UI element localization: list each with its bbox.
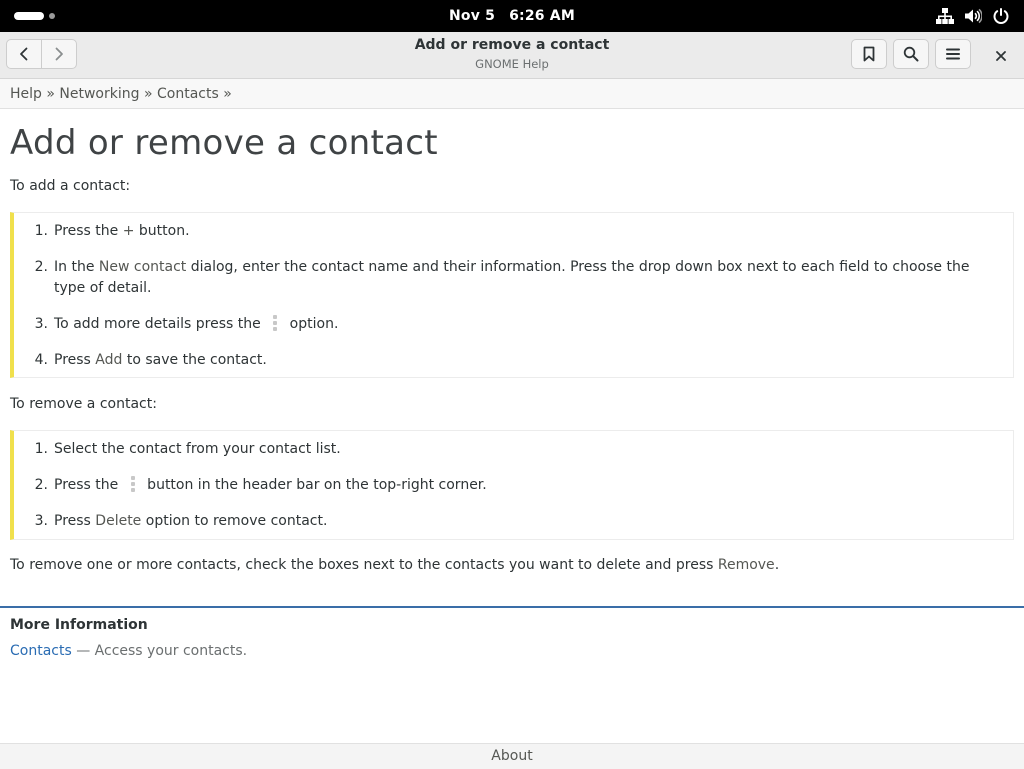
- view-more-icon: [131, 476, 135, 492]
- new-contact-dialog-label: New contact: [98, 259, 187, 275]
- step-text: option to remove contact.: [141, 513, 328, 529]
- add-intro: To add a contact:: [10, 178, 131, 194]
- breadcrumb: [0, 79, 1024, 109]
- step-number: 3.: [34, 513, 48, 529]
- step-text: to save the contact.: [122, 352, 267, 368]
- more-information-item: [10, 643, 247, 659]
- step-number: 4.: [34, 352, 48, 368]
- system-tray[interactable]: [936, 7, 1010, 25]
- step-text: Press the: [54, 477, 123, 493]
- step-number: 2.: [34, 259, 48, 275]
- paragraph-text: To remove one or more contacts, check the boxes next to the contacts you want to delete and press: [10, 557, 718, 573]
- add-button-label: Add: [95, 352, 123, 368]
- close-button[interactable]: [992, 46, 1010, 64]
- close-icon: [996, 46, 1006, 65]
- page-title: Add or remove a contact: [10, 123, 438, 163]
- clock-date: Nov 5: [449, 8, 496, 24]
- add-step-1: [30, 221, 997, 242]
- header-bar: [0, 32, 1024, 79]
- step-text: Press: [54, 352, 96, 368]
- breadcrumb-help[interactable]: Help: [10, 86, 42, 102]
- step-text: To add more details press the: [54, 316, 266, 332]
- add-steps: [10, 212, 1014, 378]
- remove-step-1: [30, 439, 997, 460]
- page-content: [10, 110, 1014, 575]
- volume-icon[interactable]: [964, 7, 982, 25]
- step-text: dialog, enter the contact name and their information. Press the drop down box next to each field to choose the type of detail.: [54, 259, 970, 296]
- step-text: Select the contact from your contact list.: [54, 441, 341, 457]
- step-number: 1.: [34, 441, 48, 457]
- breadcrumb-networking[interactable]: Networking: [59, 86, 140, 102]
- network-icon[interactable]: [936, 7, 954, 25]
- add-step-2: [30, 257, 997, 299]
- power-icon[interactable]: [992, 7, 1010, 25]
- paragraph-text: .: [774, 557, 780, 573]
- section-divider: [0, 606, 1024, 608]
- contacts-link[interactable]: Contacts: [10, 643, 72, 659]
- search-icon: [903, 46, 919, 62]
- about-link[interactable]: About: [491, 748, 533, 764]
- remove-steps: [10, 430, 1014, 540]
- contacts-link-description: — Access your contacts.: [71, 643, 248, 659]
- delete-option-label: Delete: [95, 513, 142, 529]
- clock-time: 6:26 AM: [509, 8, 575, 24]
- breadcrumb-separator: »: [143, 86, 153, 102]
- window-title: Add or remove a contact: [414, 37, 610, 53]
- footer: [0, 743, 1024, 769]
- step-text: button.: [134, 223, 190, 239]
- step-text: Press the: [54, 223, 123, 239]
- step-text: button in the header bar on the top-right corner.: [142, 477, 487, 493]
- remove-intro: To remove a contact:: [10, 396, 157, 412]
- search-button[interactable]: [893, 39, 929, 69]
- add-step-4: [30, 350, 997, 371]
- more-information-heading: More Information: [10, 617, 148, 633]
- remove-step-2: [30, 475, 997, 496]
- view-more-icon: [273, 315, 277, 331]
- bookmark-button[interactable]: [851, 39, 887, 69]
- step-number: 2.: [34, 477, 48, 493]
- step-text: In the: [54, 259, 99, 275]
- breadcrumb-separator: »: [46, 86, 55, 102]
- breadcrumb-contacts[interactable]: Contacts: [157, 86, 219, 102]
- top-bar: [0, 0, 1024, 32]
- remove-button-label: Remove: [717, 557, 775, 573]
- step-number: 3.: [34, 316, 48, 332]
- bookmark-icon: [862, 46, 876, 62]
- main-menu-button[interactable]: [935, 39, 971, 69]
- menu-icon: [945, 47, 961, 61]
- window-subtitle: GNOME Help: [475, 57, 549, 71]
- breadcrumb-separator: »: [223, 86, 232, 102]
- step-text: option.: [285, 316, 339, 332]
- step-text: Press: [54, 513, 96, 529]
- clock[interactable]: [0, 0, 1024, 32]
- remove-step-3: [30, 511, 997, 532]
- remove-many-text: [10, 555, 1014, 575]
- add-step-3: [30, 314, 997, 335]
- plus-button-label: +: [122, 223, 135, 239]
- step-number: 1.: [34, 223, 48, 239]
